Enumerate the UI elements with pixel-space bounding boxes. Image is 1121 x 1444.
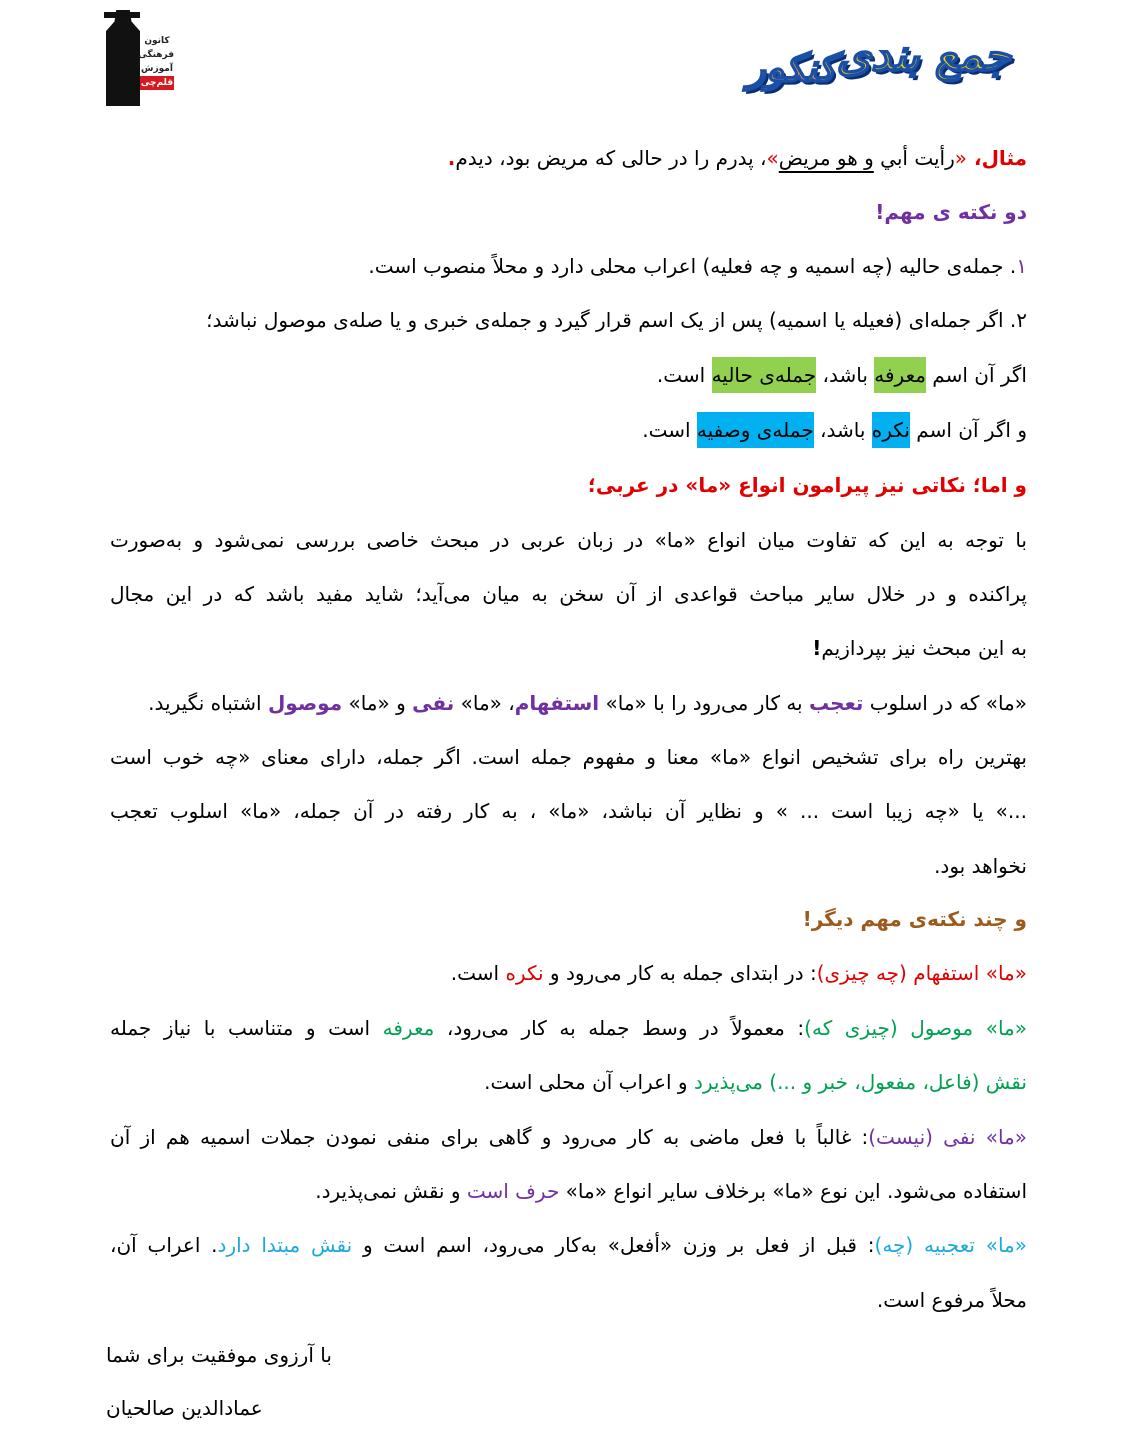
- text-line: [110, 1176, 1027, 1206]
- graduate-figure-icon: [106, 10, 140, 106]
- text-segment: «ما» نفی (نیست): [868, 1125, 1027, 1149]
- text-segment: نکره: [505, 961, 544, 985]
- text-segment: و اگر آن اسم: [909, 418, 1027, 442]
- text-segment: معرفه: [382, 1016, 435, 1040]
- kanoon-logo: [104, 10, 174, 106]
- text-segment: دو نکته ی مهم!: [875, 200, 1027, 224]
- text-segment: .: [447, 146, 456, 170]
- text-line: [110, 360, 1027, 390]
- text-segment: بهترین راه برای تشخیص انواع «ما» معنا و مفهوم جمله است. اگر جمله، دارای معنای «چه خوب است: [110, 745, 1027, 769]
- text-segment: اشتباه نگیرید.: [148, 691, 268, 715]
- text-segment: و اما؛ نکاتی نیز پیرامون انواع «ما» در عربی؛: [587, 473, 1027, 497]
- text-segment: !: [812, 636, 822, 660]
- text-segment: نخواهد بود.: [934, 854, 1027, 878]
- text-line: [110, 197, 1027, 227]
- text-segment: نقش (فاعل، مفعول، خبر و ...) می‌پذیرد: [693, 1070, 1027, 1094]
- text-segment: استفاده می‌شود. این نوع «ما» برخلاف سایر انواع «ما»: [559, 1179, 1027, 1203]
- text-segment: است.: [450, 961, 506, 985]
- text-line: [110, 470, 1027, 500]
- text-line: [110, 525, 1027, 555]
- text-line: [110, 1122, 1027, 1152]
- text-segment: . اعراب آن،: [110, 1233, 218, 1257]
- text-segment: پراکنده و در خلال سایر مباحث قواعدی از آن سخن به میان می‌آید؛ شاید مفید باشد که در این مجال: [110, 582, 1027, 606]
- highlighted-term: جمله‌ی وصفیه: [697, 412, 814, 448]
- text-segment: است و متناسب با نیاز جمله: [110, 1016, 383, 1040]
- text-line: [110, 143, 1027, 173]
- brand-title-part: جمع بندی: [836, 30, 1011, 81]
- text-segment: است.: [642, 418, 697, 442]
- text-segment: «ما» تعجبیه (چه): [874, 1233, 1027, 1257]
- text-segment: ۱: [1016, 254, 1027, 278]
- text-segment: «ما» استفهام (چه چیزی): [816, 961, 1027, 985]
- text-line: [110, 904, 1027, 934]
- text-segment: به کار می‌رود را با «ما»: [599, 691, 809, 715]
- text-segment: : قبل از فعل بر وزن «أفعل» به‌کار می‌رود، اسم است و: [352, 1233, 875, 1257]
- text-line: [110, 688, 1027, 718]
- text-segment: تعجب: [808, 691, 864, 715]
- text-segment: محلاً مرفوع است.: [876, 1288, 1027, 1312]
- text-segment: باشد،: [813, 418, 872, 442]
- text-line: [110, 796, 1027, 826]
- text-segment: اگر آن اسم: [925, 363, 1027, 387]
- text-segment: نقش مبتدا دارد: [217, 1233, 353, 1257]
- text-segment: رأیت أبي: [873, 146, 955, 170]
- text-segment: »: [766, 146, 779, 170]
- text-segment: مثال،: [967, 146, 1027, 170]
- text-segment: ۲. اگر جمله‌ای (فعیله یا اسمیه) پس از یک اسم قرار گیرد و جمله‌ی خبری و یا صله‌ی موصول نباشد؛: [206, 308, 1027, 332]
- text-segment: ، «ما»: [454, 691, 515, 715]
- text-segment: ، پدرم را در حالی که مریض بود، دیدم: [455, 146, 767, 170]
- text-segment: : غالباً با فعل ماضی به کار می‌رود و گاهی برای منفی نمودن جملات اسمیه هم از آن: [110, 1125, 869, 1149]
- org-logo-line: کانون: [144, 36, 170, 46]
- text-segment: . جمله‌ی حالیه (چه اسمیه و چه فعلیه) اعراب محلی دارد و محلاً منصوب است.: [368, 254, 1017, 278]
- text-segment: و اعراب آن محلی است.: [484, 1070, 694, 1094]
- text-line: [110, 851, 1027, 881]
- text-segment: و چند نکته‌ی مهم دیگر!: [802, 907, 1027, 931]
- text-segment: «ما» موصول (چیزی که): [804, 1016, 1028, 1040]
- text-line: [110, 1067, 1027, 1097]
- text-line: [110, 958, 1027, 988]
- highlighted-term: معرفه: [874, 357, 926, 393]
- org-logo-text: [140, 34, 174, 90]
- text-line: [110, 1230, 1027, 1260]
- text-segment: موصول: [267, 691, 343, 715]
- text-segment: است.: [656, 363, 712, 387]
- graduation-cap-icon: [104, 12, 140, 18]
- text-segment: : در ابتدای جمله به کار می‌رود و: [543, 961, 817, 985]
- text-line: [110, 1013, 1027, 1043]
- text-line: [110, 415, 1027, 445]
- text-segment: استفهام: [514, 691, 600, 715]
- text-line: [110, 579, 1027, 609]
- org-logo-line: آموزش: [141, 64, 173, 74]
- text-segment: با توجه به این که تفاوت میان انواع «ما» در زبان عربی در مبحث خاصی بررسی نمی‌شود و به‌صورت: [110, 528, 1027, 552]
- text-segment: «ما» که در اسلوب: [863, 691, 1027, 715]
- text-segment: نفی: [412, 691, 455, 715]
- highlighted-term: جمله‌ی حالیه: [712, 357, 817, 393]
- text-segment: و هو مریض: [778, 146, 874, 170]
- highlighted-term: نکره: [872, 412, 910, 448]
- text-line: [110, 742, 1027, 772]
- closing-wish: با آرزوی موفقیت برای شما: [106, 1343, 332, 1367]
- text-segment: ...» یا «چه زیبا است ... » و نظایر آن نباشد، «ما» ، به کار رفته در آن جمله، «ما» اسلوب تعجب: [110, 799, 1027, 823]
- text-line: [110, 1285, 1027, 1315]
- org-logo-line: فرهنگی: [138, 50, 174, 60]
- text-segment: «: [954, 146, 968, 170]
- text-line: [110, 305, 1027, 335]
- brand-title-logo: [666, 30, 1011, 105]
- text-segment: و «ما»: [342, 691, 413, 715]
- brand-title-part: کنکور: [747, 46, 836, 90]
- text-segment: حرف است: [466, 1179, 560, 1203]
- org-logo-line: قلم‌چی: [140, 78, 174, 88]
- text-segment: : معمولاً در وسط جمله به کار می‌رود،: [434, 1016, 805, 1040]
- text-line: [110, 251, 1027, 281]
- text-segment: به این مبحث نیز بپردازیم: [821, 636, 1027, 660]
- text-segment: و نقش نمی‌پذیرد.: [315, 1179, 467, 1203]
- text-line: [110, 633, 1027, 663]
- text-segment: باشد،: [816, 363, 875, 387]
- author-name: عمادالدین صالحیان: [106, 1396, 263, 1420]
